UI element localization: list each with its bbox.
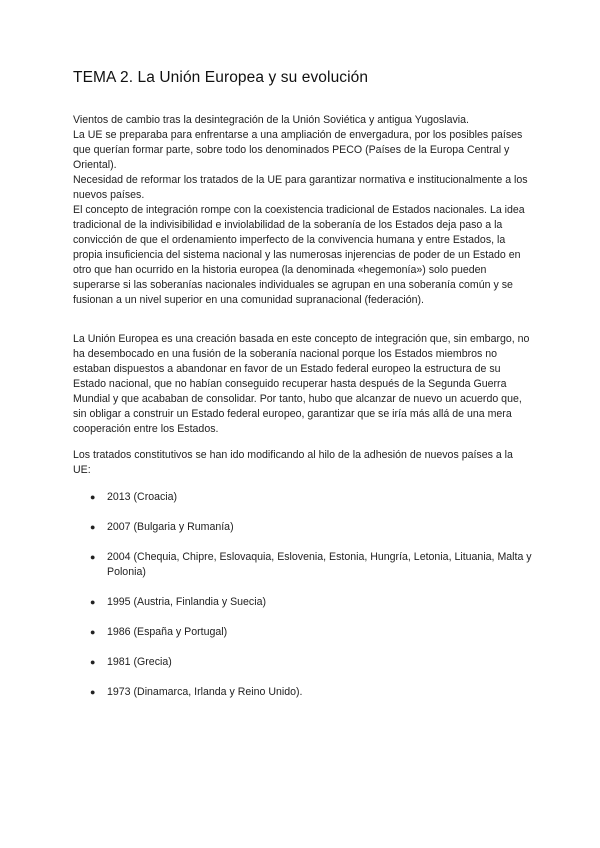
- bullet-icon: ●: [90, 657, 96, 667]
- bullet-icon: ●: [90, 627, 96, 637]
- treaties-paragraph: [73, 448, 533, 478]
- intro-line: El concepto de integración rompe con la coexistencia tradicional de Estados nacionales. La idea tradicional de la indivisibilidad e inviolabilidad de la soberanía de los Estados deja paso a la convicción de que el ordenamiento imperfecto de la convivencia humana y entre Estados, la propia insuficiencia del sistema nacional y las numerosas injerencias de poder de un Estado en otro que han ocurrido en la historia europea (la denominada «hegemonía») solo pueden superarse si las soberanías nacionales individuales se agrupan en una soberanía común y se fusionan a un nivel superior en una comunidad supranacional (federación).: [73, 204, 525, 306]
- bullet-icon: ●: [90, 522, 96, 532]
- intro-line: La UE se preparaba para enfrentarse a una ampliación de envergadura, por los posibles países que querían formar parte, sobre todo los denominados PECO (Países de la Europa Central y Oriental).: [73, 129, 523, 171]
- list-item: [73, 655, 533, 670]
- accession-list: [73, 490, 533, 715]
- list-item-text: 2013 (Croacia): [107, 491, 178, 503]
- bullet-icon: ●: [90, 492, 96, 502]
- list-item: [73, 595, 533, 610]
- list-item: [73, 520, 533, 535]
- list-item-text: 2004 (Chequia, Chipre, Eslovaquia, Eslovenia, Estonia, Hungría, Letonia, Lituania, Malta y Polonia): [107, 551, 532, 578]
- paragraph-text: La Unión Europea es una creación basada en este concepto de integración que, sin embargo, no ha desembocado en una fusión de la soberanía nacional porque los Estados miembros no estaban dispuestos a abandonar en favor de un Estado federal europeo la estructura de su Estado nacional, que no habían conseguido recuperar hasta después de la Segunda Guerra Mundial y que acababan de consolidar. Por tanto, hubo que alcanzar de nuevo un acuerdo que, sin obligar a construir un Estado federal europeo, garantizar que se iría más allá de una mera cooperación entre los Estados.: [73, 333, 530, 435]
- bullet-icon: ●: [90, 552, 96, 562]
- list-item: [73, 490, 533, 505]
- list-item: [73, 550, 533, 580]
- bullet-icon: ●: [90, 597, 96, 607]
- paragraph-text: Los tratados constitutivos se han ido modificando al hilo de la adhesión de nuevos países a la UE:: [73, 449, 513, 476]
- intro-section: [73, 113, 533, 308]
- list-item-text: 1981 (Grecia): [107, 656, 172, 668]
- list-item-text: 1973 (Dinamarca, Irlanda y Reino Unido).: [107, 686, 303, 698]
- list-item-text: 1986 (España y Portugal): [107, 626, 228, 638]
- integration-paragraph: [73, 332, 533, 437]
- list-item-text: 1995 (Austria, Finlandia y Suecia): [107, 596, 266, 608]
- bullet-icon: ●: [90, 687, 96, 697]
- intro-line: Necesidad de reformar los tratados de la UE para garantizar normativa e institucionalmente a los nuevos países.: [73, 174, 528, 201]
- list-item-text: 2007 (Bulgaria y Rumanía): [107, 521, 234, 533]
- list-item: [73, 685, 533, 700]
- list-item: [73, 625, 533, 640]
- page-title: TEMA 2. La Unión Europea y su evolución: [73, 69, 369, 86]
- intro-line: Vientos de cambio tras la desintegración de la Unión Soviética y antigua Yugoslavia.: [73, 114, 469, 126]
